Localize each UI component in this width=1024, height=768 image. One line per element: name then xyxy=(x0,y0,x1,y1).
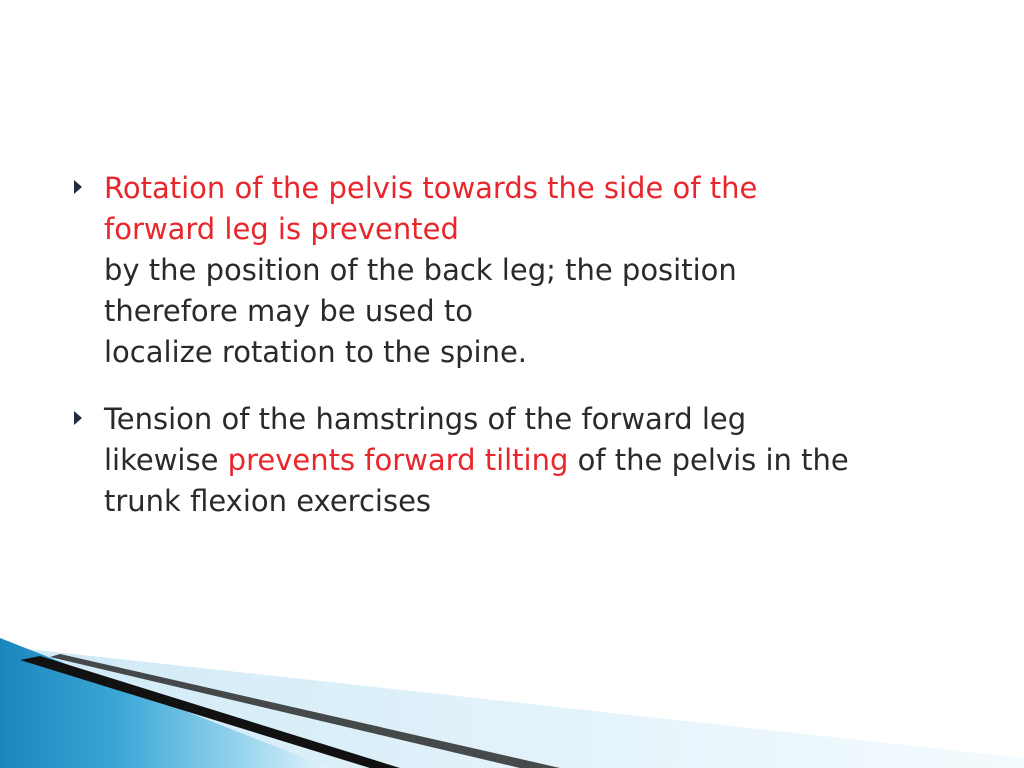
bullet-2-line-2 xyxy=(104,440,992,481)
body-text: likewise xyxy=(104,443,228,477)
body-text: therefore may be used to xyxy=(104,294,473,328)
emphasis-text: forward leg is prevented xyxy=(104,212,459,246)
bullet-2-line-3 xyxy=(104,481,992,522)
body-text: Tension of the hamstrings of the forward leg xyxy=(104,402,747,436)
emphasis-text: Rotation of the pelvis towards the side of the xyxy=(104,171,758,205)
bullet-1-line-3 xyxy=(104,250,992,291)
slide-content xyxy=(72,168,992,522)
body-text: of the pelvis in the xyxy=(568,443,849,477)
bullet-1-line-1 xyxy=(104,168,992,209)
triangle-right-icon xyxy=(74,180,82,194)
decorative-swoosh xyxy=(0,638,1024,768)
bullet-1-line-2 xyxy=(104,209,992,250)
body-text: trunk flexion exercises xyxy=(104,484,432,518)
bullet-2-line-1 xyxy=(104,399,992,440)
body-text: localize rotation to the spine. xyxy=(104,335,528,369)
triangle-right-icon xyxy=(74,411,82,425)
body-text: by the position of the back leg; the position xyxy=(104,253,737,287)
emphasis-text: prevents forward tilting xyxy=(227,443,569,477)
bullet-1-line-4 xyxy=(104,291,992,332)
bullet-1-line-5 xyxy=(104,332,992,373)
bullet-item-1 xyxy=(72,168,992,373)
bullet-item-2 xyxy=(72,399,992,522)
